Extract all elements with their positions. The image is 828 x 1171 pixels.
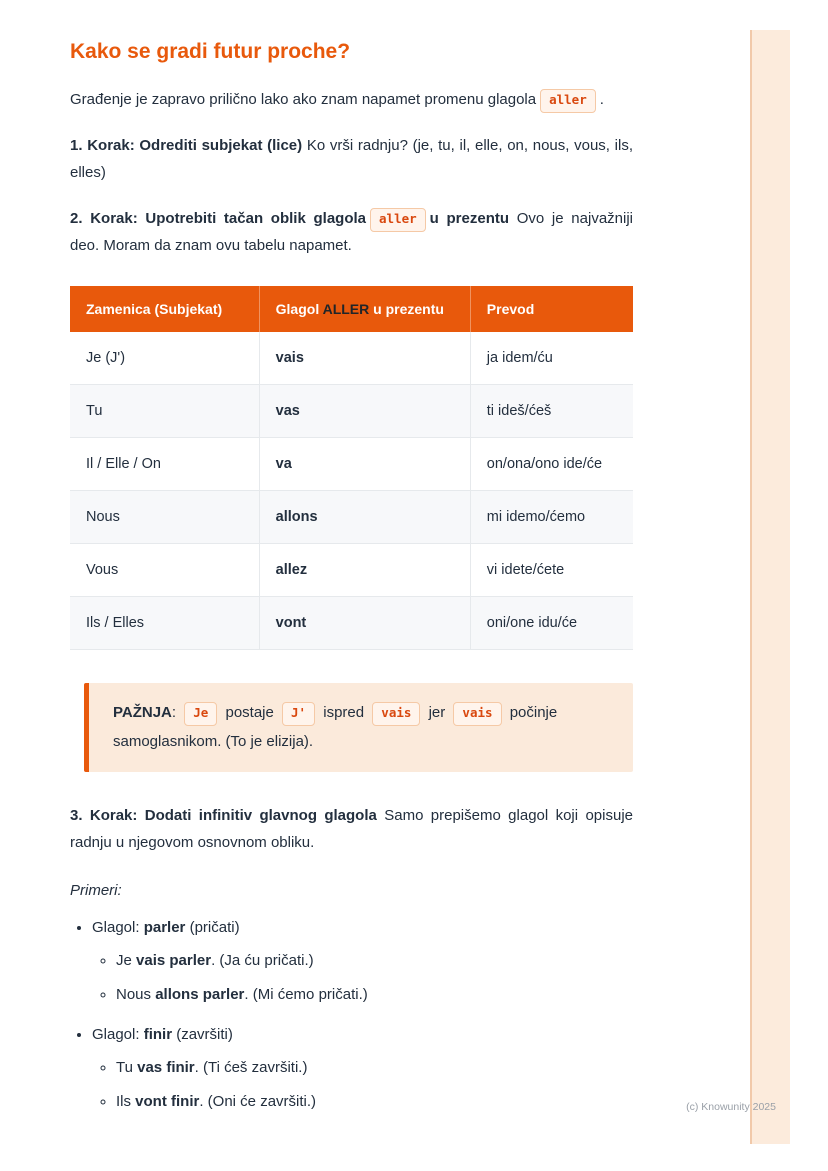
je-code-chip: Je [184,702,217,726]
table-row [70,332,633,385]
sentence-pre: Je [116,951,137,969]
step2-text: Ovo je najvažniji deo. Moram da znam ovu tabelu napamet. [70,210,633,254]
conjugation-table [70,286,633,650]
aller-code-chip: aller [370,208,426,232]
table-cell-translation: mi idemo/ćemo [470,491,633,544]
intro-paragraph [70,86,633,113]
table-cell-translation: ja idem/ću [470,332,633,385]
header-prevod: Prevod [470,286,633,332]
step2-heading-post: u prezentu [429,210,510,227]
example-sentence [116,1054,633,1081]
step2-heading-pre: 2. Korak: Upotrebiti tačan oblik glagola [70,210,367,227]
vais-code-chip: vais [372,702,420,726]
table-header [70,286,633,332]
attention-callout [84,683,633,772]
table-row [70,597,633,650]
sentence-post: . (Mi ćemo pričati.) [244,985,368,1003]
table-row [70,544,633,597]
sentence-pre: Tu [116,1058,138,1076]
callout-text-3: jer [424,704,450,721]
table-cell-verb: vais [259,332,470,385]
sentence-verb-phrase: allons parler [155,985,245,1003]
table-row [70,438,633,491]
sentence-post: . (Ti ćeš završiti.) [194,1058,308,1076]
example-post: (pričati) [185,918,240,936]
table-cell-verb: vont [259,597,470,650]
example-sentence [116,981,633,1008]
step1-heading: 1. Korak: Odrediti subjekat (lice) [70,137,303,154]
example-item [92,914,633,1008]
example-pre: Glagol: [92,918,144,936]
example-sublist [92,1054,633,1115]
sentence-verb-phrase: vont finir [135,1092,200,1110]
step3-text: Samo prepišemo glagol koji opisuje radnju u njegovom osnovnom obliku. [70,806,633,851]
sentence-pre: Ils [116,1092,136,1110]
header-glagol-post: u prezentu [369,301,444,317]
table-cell-pronoun: Tu [70,385,259,438]
callout-label: PAŽNJA [113,704,172,721]
example-verb: parler [143,918,186,936]
table-cell-translation: ti ideš/ćeš [470,385,633,438]
table-cell-verb: allons [259,491,470,544]
table-cell-translation: vi idete/ćete [470,544,633,597]
table-row [70,491,633,544]
aller-code-chip: aller [540,89,596,113]
page-edge-strip [750,30,790,1144]
step3-paragraph [70,802,633,856]
table-cell-verb: vas [259,385,470,438]
vais-code-chip: vais [453,702,501,726]
table-cell-pronoun: Il / Elle / On [70,438,259,491]
page-title: Kako se gradi futur proche? [70,40,351,63]
table-cell-pronoun: Vous [70,544,259,597]
table-cell-pronoun: Ils / Elles [70,597,259,650]
intro-period: . [599,91,604,108]
step1-text: Ko vrši radnju? (je, tu, il, elle, on, nous, vous, ils, elles) [70,137,633,181]
header-glagol-aller: ALLER [322,301,370,317]
copyright-notice: (c) Knowunity 2025 [686,1101,776,1113]
table-cell-translation: on/ona/ono ide/će [470,438,633,491]
sentence-verb-phrase: vas finir [137,1058,195,1076]
example-item [92,1021,633,1115]
intro-text: Građenje je zapravo prilično lako ako znam napamet promenu glagola [70,91,537,108]
example-pre: Glagol: [92,1025,144,1043]
table-cell-translation: oni/one idu/će [470,597,633,650]
table-cell-pronoun: Nous [70,491,259,544]
examples-label: Primeri: [70,881,122,899]
example-sentence [116,947,633,974]
note-content [70,40,633,1128]
sentence-pre: Nous [116,985,156,1003]
table-cell-verb: va [259,438,470,491]
step2-paragraph [70,205,633,259]
sentence-post: . (Ja ću pričati.) [211,951,314,969]
table-row [70,385,633,438]
callout-text-1: postaje [221,704,279,721]
table-body [70,332,633,650]
header-glagol [259,286,470,332]
header-zamenica: Zamenica (Subjekat) [70,286,259,332]
example-sublist [92,947,633,1008]
step1-paragraph [70,132,633,186]
callout-text-2: ispred [319,704,369,721]
sentence-verb-phrase: vais parler [136,951,212,969]
table-header-row [70,286,633,332]
callout-text-4: počinje samoglasnikom. (To je elizija). [113,704,558,751]
example-verb: finir [143,1025,173,1043]
step3-heading: 3. Korak: Dodati infinitiv glavnog glagola [70,806,377,824]
example-sentence [116,1088,633,1115]
sentence-post: . (Oni će završiti.) [199,1092,317,1110]
table-cell-verb: allez [259,544,470,597]
example-post: (završiti) [172,1025,233,1043]
table-cell-pronoun: Je (J') [70,332,259,385]
callout-sep: : [171,704,181,721]
j-apostrophe-code-chip: J' [282,702,315,726]
header-glagol-pre: Glagol [275,301,323,317]
examples-list [70,914,633,1115]
